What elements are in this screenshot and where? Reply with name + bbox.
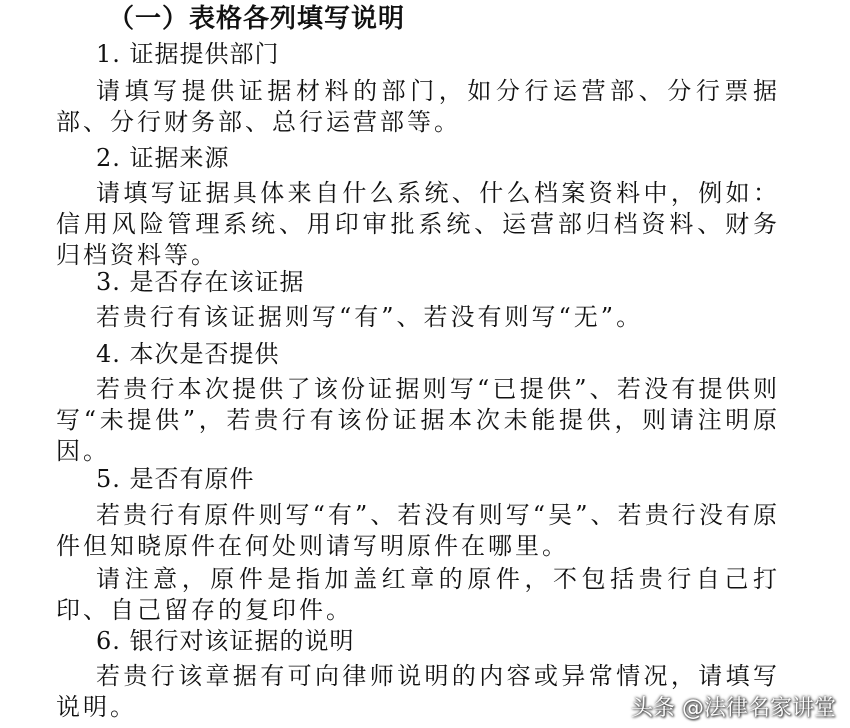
item-title-provider-dept: 1. 证据提供部门 — [96, 40, 280, 68]
item-desc-bank-explanation: 若贵行该章据有可向律师说明的内容或异常情况，请填写说明。 — [56, 662, 780, 721]
item-title-evidence-source: 2. 证据来源 — [96, 144, 230, 172]
source-watermark: 头条 @法律名家讲堂 — [631, 696, 836, 721]
item-desc-provided-this-time: 若贵行本次提供了该份证据则写“已提供”、若没有提供则写“未提供”，若贵行有该份证据本次未能提供，则请注明原因。 — [56, 375, 780, 465]
item-title-provided-this-time: 4. 本次是否提供 — [96, 340, 280, 368]
item-title-has-original: 5. 是否有原件 — [96, 465, 255, 493]
item-title-evidence-exists: 3. 是否存在该证据 — [96, 268, 305, 296]
item-desc-evidence-exists: 若贵行有该证据则写“有”、若没有则写“无”。 — [96, 303, 644, 331]
item-title-bank-explanation: 6. 银行对该证据的说明 — [96, 627, 355, 655]
item-desc-provider-dept: 请填写提供证据材料的部门，如分行运营部、分行票据部、分行财务部、总行运营部等。 — [56, 77, 780, 136]
item-note-original-definition: 请注意，原件是指加盖红章的原件，不包括贵行自己打印、自己留存的复印件。 — [56, 565, 780, 624]
item-desc-has-original: 若贵行有原件则写“有”、若没有则写“吴”、若贵行没有原件但知晓原件在何处则请写明原件在哪里。 — [56, 501, 780, 560]
section-heading: （一）表格各列填写说明 — [108, 4, 406, 34]
item-desc-evidence-source: 请填写证据具体来自什么系统、什么档案资料中，例如：信用风险管理系统、用印审批系统、运营部归档资料、财务归档资料等。 — [56, 179, 780, 269]
